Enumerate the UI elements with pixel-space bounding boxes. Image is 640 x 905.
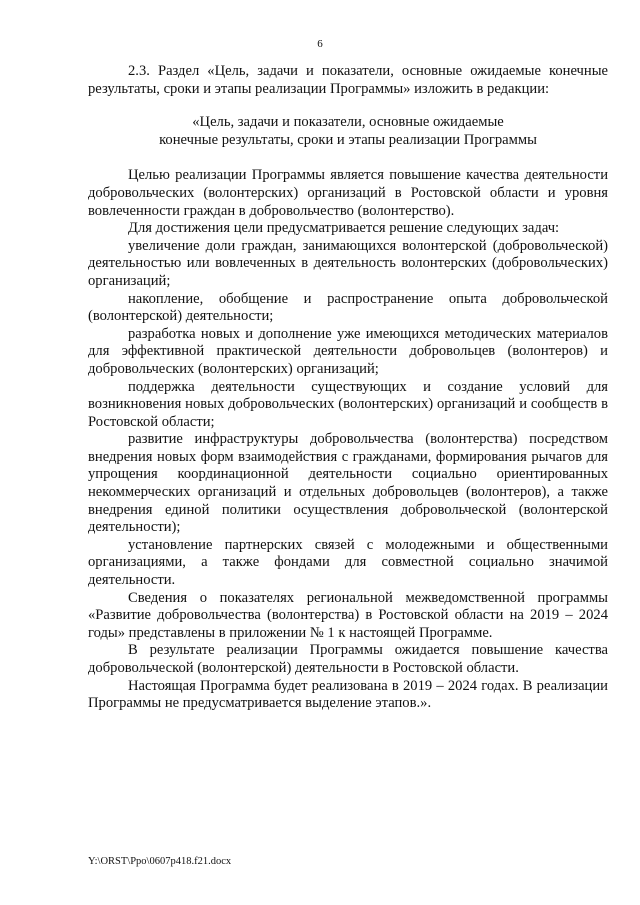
file-path-footer: Y:\ORST\Ppo\0607p418.f21.docx [88,856,232,867]
paragraph-task-4: поддержка деятельности существующих и создание условий для возникновения новых добровольческих (волонтерских) организаций и сообществ в Ростовской области; [88,378,608,430]
paragraph-task-1: увеличение доли граждан, занимающихся волонтерской (добровольческой) деятельностью или вовлеченных в деятельность волонтерских (добровольческих) организаций; [88,237,608,289]
paragraph-tasks-intro: Для достижения цели предусматривается решение следующих задач: [128,220,560,237]
heading-line-1: «Цель, задачи и показатели, основные ожидаемые [192,114,504,131]
paragraph-task-2: накопление, обобщение и распространение опыта добровольческой (волонтерской) деятельности; [88,290,608,325]
heading-line-2: конечные результаты, сроки и этапы реализации Программы [159,131,537,148]
paragraph-task-6: установление партнерских связей с молодежными и общественными организациями, а также фондами для совместной социально значимой деятельности. [88,536,608,589]
paragraph-task-3: разработка новых и дополнение уже имеющихся методических материалов для эффективной практической деятельности добровольцев (волонтеров) и добровольческих (волонтерских) организаций; [88,325,608,377]
document-body [88,63,608,713]
paragraph-results: В результате реализации Программы ожидается повышение качества добровольческой (волонтерской) деятельности в Ростовской области. [88,642,608,676]
paragraph-goal: Целью реализации Программы является повышение качества деятельности добровольческих (волонтерских) организаций в Ростовской области и уровня вовлеченности граждан в добровольчество (волонтерство). [88,167,608,219]
section-heading [88,114,608,149]
paragraph-timeline: Настоящая Программа будет реализована в 2019 – 2024 годах. В реализации Программы не предусматривается выделение этапов.». [88,677,608,712]
page-number: 6 [317,38,323,50]
intro-paragraph: 2.3. Раздел «Цель, задачи и показатели, основные ожидаемые конечные результаты, сроки и этапы реализации Программы» изложить в редакции: [88,63,608,97]
paragraph-indicators: Сведения о показателях региональной межведомственной программы «Развитие добровольчества (волонтерства) в Ростовской области на 2019 – 2024 годы» представлены в приложении № 1 к настоящей Программе. [88,589,608,641]
paragraph-task-5: развитие инфраструктуры добровольчества (волонтерства) посредством внедрения новых форм взаимодействия с гражданами, формирования рычагов для упрощения координационной деятельности социально ориентированных некоммерческих организаций и отдельных добровольцев (волонтеров), а также внедрения единой политики осуществления добровольческой (волонтерской деятельности); [88,431,608,536]
